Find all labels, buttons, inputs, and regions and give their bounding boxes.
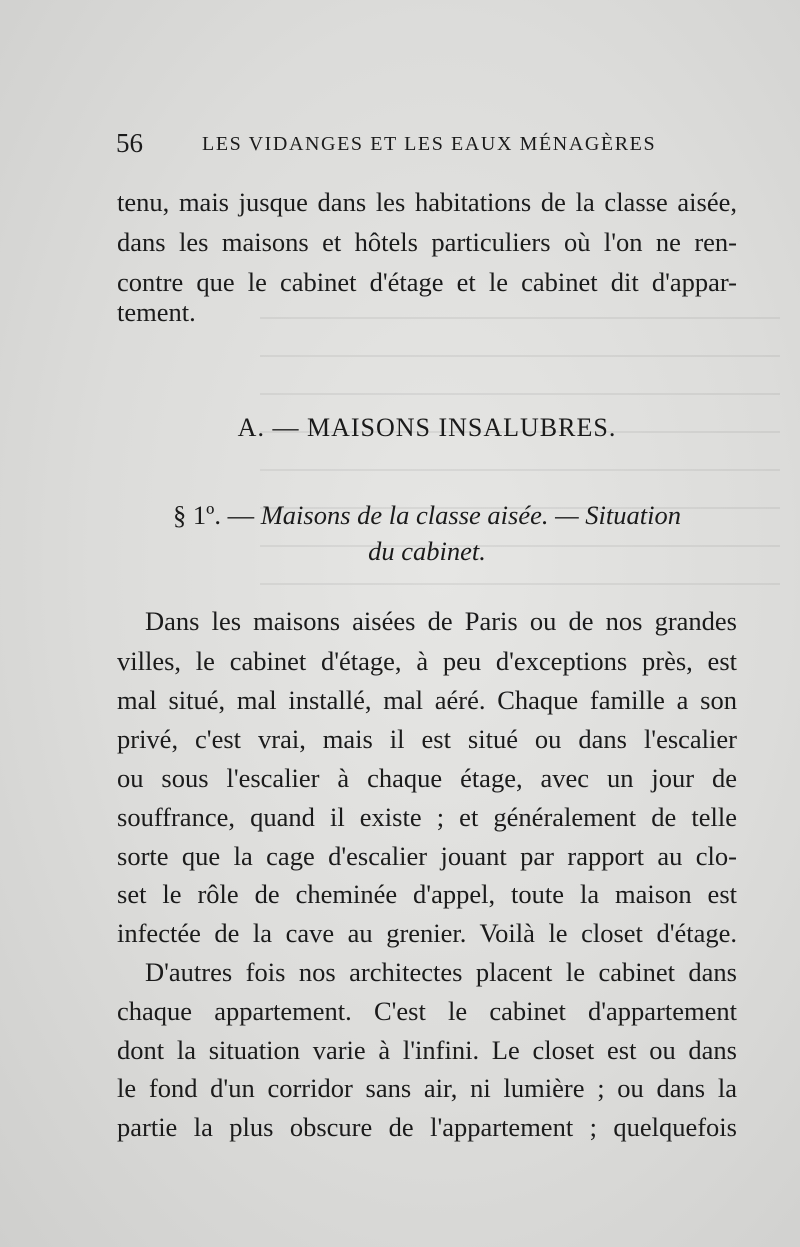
page-header: [116, 126, 736, 160]
text-line: tement.: [117, 297, 196, 327]
text-line: infectée de la cave au grenier. Voilà le closet d'étage.: [117, 918, 737, 948]
subsection-heading-continued: du cabinet.: [368, 536, 486, 566]
text-line: privé, c'est vrai, mais il est situé ou dans l'escalier: [117, 724, 737, 754]
text-line: dans les maisons et hôtels particuliers où l'on ne ren-: [117, 227, 737, 257]
page-number: 56: [116, 128, 143, 158]
text-line: Dans les maisons aisées de Paris ou de nos grandes: [145, 606, 737, 636]
text-line: le fond d'un corridor sans air, ni lumière ; ou dans la: [117, 1073, 737, 1103]
subsection-prefix: § 1º. —: [172, 500, 261, 530]
text-line: contre que le cabinet d'étage et le cabinet dit d'appar-: [117, 267, 737, 297]
text-line: partie la plus obscure de l'appartement ; quelquefois: [117, 1112, 737, 1142]
text-line: D'autres fois nos architectes placent le cabinet dans: [145, 957, 737, 987]
subsection-title: Maisons de la classe aisée. — Situation: [260, 500, 681, 530]
text-line: mal situé, mal installé, mal aéré. Chaque famille a son: [117, 685, 737, 715]
text-line: villes, le cabinet d'étage, à peu d'exceptions près, est: [117, 646, 737, 676]
section-heading: A. — MAISONS INSALUBRES.: [237, 413, 617, 442]
text-line: sorte que la cage d'escalier jouant par rapport au clo-: [117, 841, 737, 871]
running-title: LES VIDANGES ET LES EAUX MÉNAGÈRES: [202, 133, 657, 155]
text-line: tenu, mais jusque dans les habitations de la classe aisée,: [117, 187, 737, 217]
text-line: chaque appartement. C'est le cabinet d'appartement: [117, 996, 737, 1026]
text-line: ou sous l'escalier à chaque étage, avec un jour de: [117, 763, 737, 793]
subsection-heading: [117, 495, 737, 535]
text-line: dont la situation varie à l'infini. Le closet est ou dans: [117, 1035, 737, 1065]
text-line: set le rôle de cheminée d'appel, toute la maison est: [117, 879, 737, 909]
text-line: souffrance, quand il existe ; et généralement de telle: [117, 802, 737, 832]
